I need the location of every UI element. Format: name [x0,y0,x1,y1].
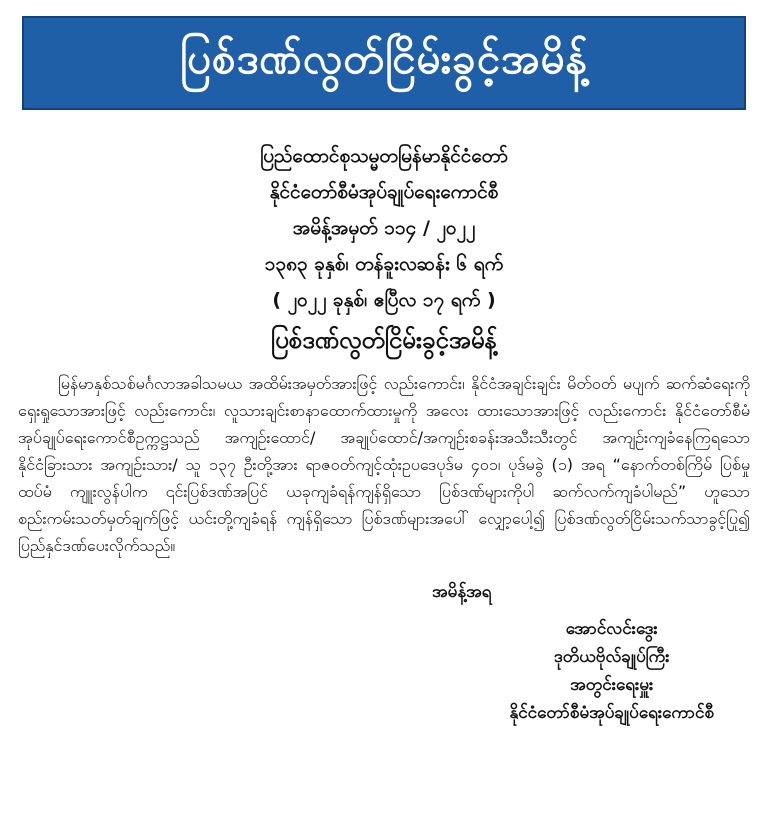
government-name: ပြည်ထောင်စုသမ္မတမြန်မာနိုင်ငံတော် [260,145,508,167]
myanmar-date: ၁၃၈၃ ခုနှစ်၊ တန်ခူးလဆန်း ၆ ရက် [264,253,504,275]
order-number: အမိန့်အမှတ် ၁၁၄ / ၂၀၂၂ [292,217,476,239]
council-name: နိုင်ငံတော်စီမံအုပ်ချုပ်ရေးကောင်စီ [269,181,499,203]
title-banner [22,16,746,110]
signer-details [509,615,714,727]
signer-name: အောင်လင်းဒွေး [565,619,658,639]
signature-block [14,581,754,731]
signer-position: အတွင်းရေးမှူး [570,675,654,695]
signer-organization: နိုင်ငံတော်စီမံအုပ်ချုပ်ရေးကောင်စီ [509,703,714,723]
notice-title: ပြစ်ဒဏ်လွတ်ငြိမ်းခွင့်အမိန့် [271,326,497,354]
by-order-label: အမိန့်အရ [432,582,492,602]
banner-title: ပြစ်ဒဏ်လွတ်ငြိမ်းခွင့်အမိန့် [179,34,589,83]
body-paragraph: မြန်မာနှစ်သစ်မင်္ဂလာအခါသမယ အထိမ်းအမှတ်အားဖြင့် လည်းကောင်း၊ နိုင်ငံအချင်းချင်း မိတ်ဝတ် မပျက် ဆက်ဆံရေးကို ရှေးရှုသောအားဖြင့် လည်းကောင်း၊ လူသားချင်းစာနာထောက်ထားမှုကို အလေး ထားသောအားဖြင့် လည်းကောင်း နိုင်ငံတော်စီမံအုပ်ချုပ်ရေးကောင်စီဥက္ကဋ္ဌသည် အကျဉ်းထောင်/ အချုပ်ထောင်/အကျဉ်းစခန်းအသီးသီးတွင် အကျဉ်းကျခံနေကြရသော နိုင်ငံခြားသား အကျဉ်းသား/ သူ ၁၃၇ ဦးတို့အား ရာဇဝတ်ကျင့်ထုံးဥပဒေပုဒ်မ ၄၀၁၊ ပုဒ်မခွဲ (၁) အရ “နောက်တစ်ကြိမ် ပြစ်မှုထပ်မံ ကျူးလွန်ပါက ၎င်းပြစ်ဒဏ်အပြင် ယခုကျခံရန်ကျန်ရှိသော ပြစ်ဒဏ်များကိုပါ ဆက်လက်ကျခံပါမည်” ဟူသော စည်းကမ်းသတ်မှတ်ချက်ဖြင့် ယင်းတို့ကျခံရန် ကျန်ရှိသော ပြစ်ဒဏ်များအပေါ် လျှော့ပေါ့၍ ပြစ်ဒဏ်လွတ်ငြိမ်းသက်သာခွင့်ပြု၍ ပြည်နှင်ဒဏ်ပေးလိုက်သည်။ [18,374,751,555]
notice-header [14,138,754,360]
gregorian-date: ( ၂၀၂၂ ခုနှစ်၊ ဧပြီလ ၁၇ ရက် ) [272,289,496,311]
signer-rank: ဒုတိယဗိုလ်ချုပ်ကြီး [553,647,670,667]
